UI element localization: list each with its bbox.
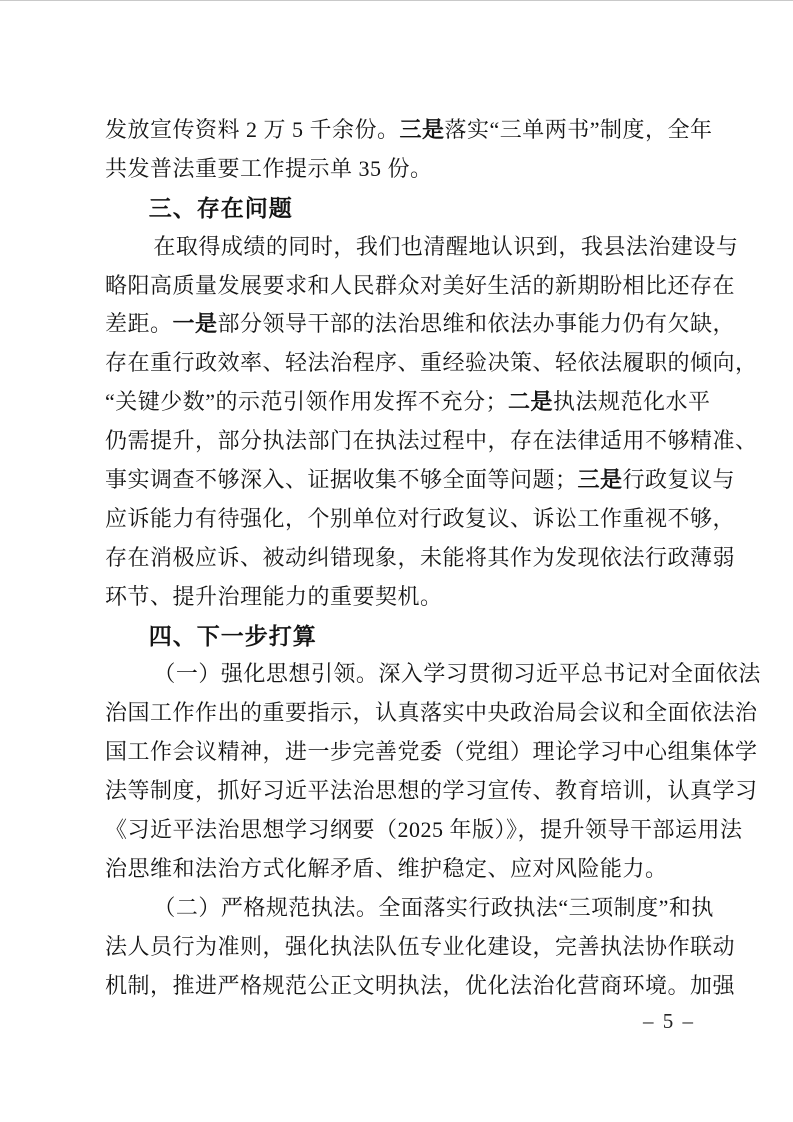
text-run: （二）严格规范执法。全面落实行政执法“三项制度”和执 <box>153 894 714 920</box>
text-run: 落实“三单两书”制度，全年 <box>444 117 713 142</box>
document-line <box>105 500 736 539</box>
document-line <box>105 772 758 811</box>
text-run: （一）强化思想引领。深入学习贯彻习近平总书记对全面依法 <box>153 661 761 687</box>
document-lines <box>105 111 761 1005</box>
document-line <box>105 383 713 422</box>
document-line <box>105 850 713 889</box>
page-number: – 5 – <box>643 1009 695 1033</box>
bold-text-run: 二是 <box>508 389 554 415</box>
text-run: 部分领导干部的法治思维和依法办事能力仍有欠缺， <box>217 311 736 337</box>
text-run: “关键少数”的示范引领作用发挥不充分； <box>105 389 509 415</box>
document-line <box>105 150 713 189</box>
document-line <box>105 967 736 1006</box>
text-run: 略阳高质量发展要求和人民群众对美好生活的新期盼相比还存在 <box>105 272 736 298</box>
text-run: 国工作会议精神，进一步完善党委（党组）理论学习中心组集体学 <box>105 739 758 765</box>
document-line <box>105 344 758 383</box>
document-line <box>105 422 758 461</box>
section-heading <box>105 189 713 228</box>
text-run: 治国工作作出的重要指示，认真落实中央政治局会议和全面依法治 <box>105 700 758 726</box>
bold-text-run: 三、存在问题 <box>148 194 293 221</box>
text-run: 事实调查不够深入、证据收集不够全面等问题； <box>105 467 578 493</box>
document-line <box>105 539 736 578</box>
text-run: 存在消极应诉、被动纠错现象，未能将其作为发现依法行政薄弱 <box>105 544 736 570</box>
document-line <box>105 228 739 267</box>
document-line <box>105 889 713 928</box>
bold-text-run: 四、下一步打算 <box>148 622 317 649</box>
document-line <box>105 267 736 306</box>
document-line <box>105 305 736 344</box>
section-heading <box>105 617 713 656</box>
bold-text-run: 三是 <box>577 467 623 493</box>
text-run: 机制，推进严格规范公正文明执法，优化法治化营商环境。加强 <box>105 972 736 998</box>
document-line <box>105 111 713 150</box>
text-run: 应诉能力有待强化，个别单位对行政复议、诉讼工作重视不够， <box>105 505 736 531</box>
document-line <box>105 578 713 617</box>
text-run: 共发普法重要工作提示单 35 份。 <box>105 155 433 181</box>
document-line <box>105 928 736 967</box>
text-run: 环节、提升治理能力的重要契机。 <box>105 583 443 609</box>
text-run: 治思维和法治方式化解矛盾、维护稳定、应对风险能力。 <box>105 855 668 881</box>
text-run: 在取得成绩的同时，我们也清醒地认识到，我县法治建设与 <box>153 233 739 259</box>
document-line <box>105 655 761 694</box>
bold-text-run: 一是 <box>172 311 218 337</box>
text-run: 存在重行政效率、轻法治程序、重经验决策、轻依法履职的倾向， <box>105 350 758 376</box>
document-line <box>105 461 736 500</box>
document-line <box>105 733 758 772</box>
text-run: 行政复议与 <box>622 467 736 493</box>
bold-text-run: 三是 <box>399 117 445 142</box>
text-run: 《习近平法治思想学习纲要（2025 年版）》，提升领导干部运用法 <box>105 817 743 843</box>
document-line <box>105 811 743 850</box>
document-line <box>105 694 758 733</box>
text-run: 法等制度，抓好习近平法治思想的学习宣传、教育培训，认真学习 <box>105 778 758 804</box>
text-run: 法人员行为准则，强化执法队伍专业化建设，完善执法协作联动 <box>105 933 736 959</box>
text-run: 差距。 <box>105 311 173 337</box>
text-run: 执法规范化水平 <box>553 389 711 415</box>
text-run: 仍需提升，部分执法部门在执法过程中，存在法律适用不够精准、 <box>105 428 758 454</box>
text-run: 发放宣传资料 2 万 5 千余份。 <box>105 117 400 142</box>
